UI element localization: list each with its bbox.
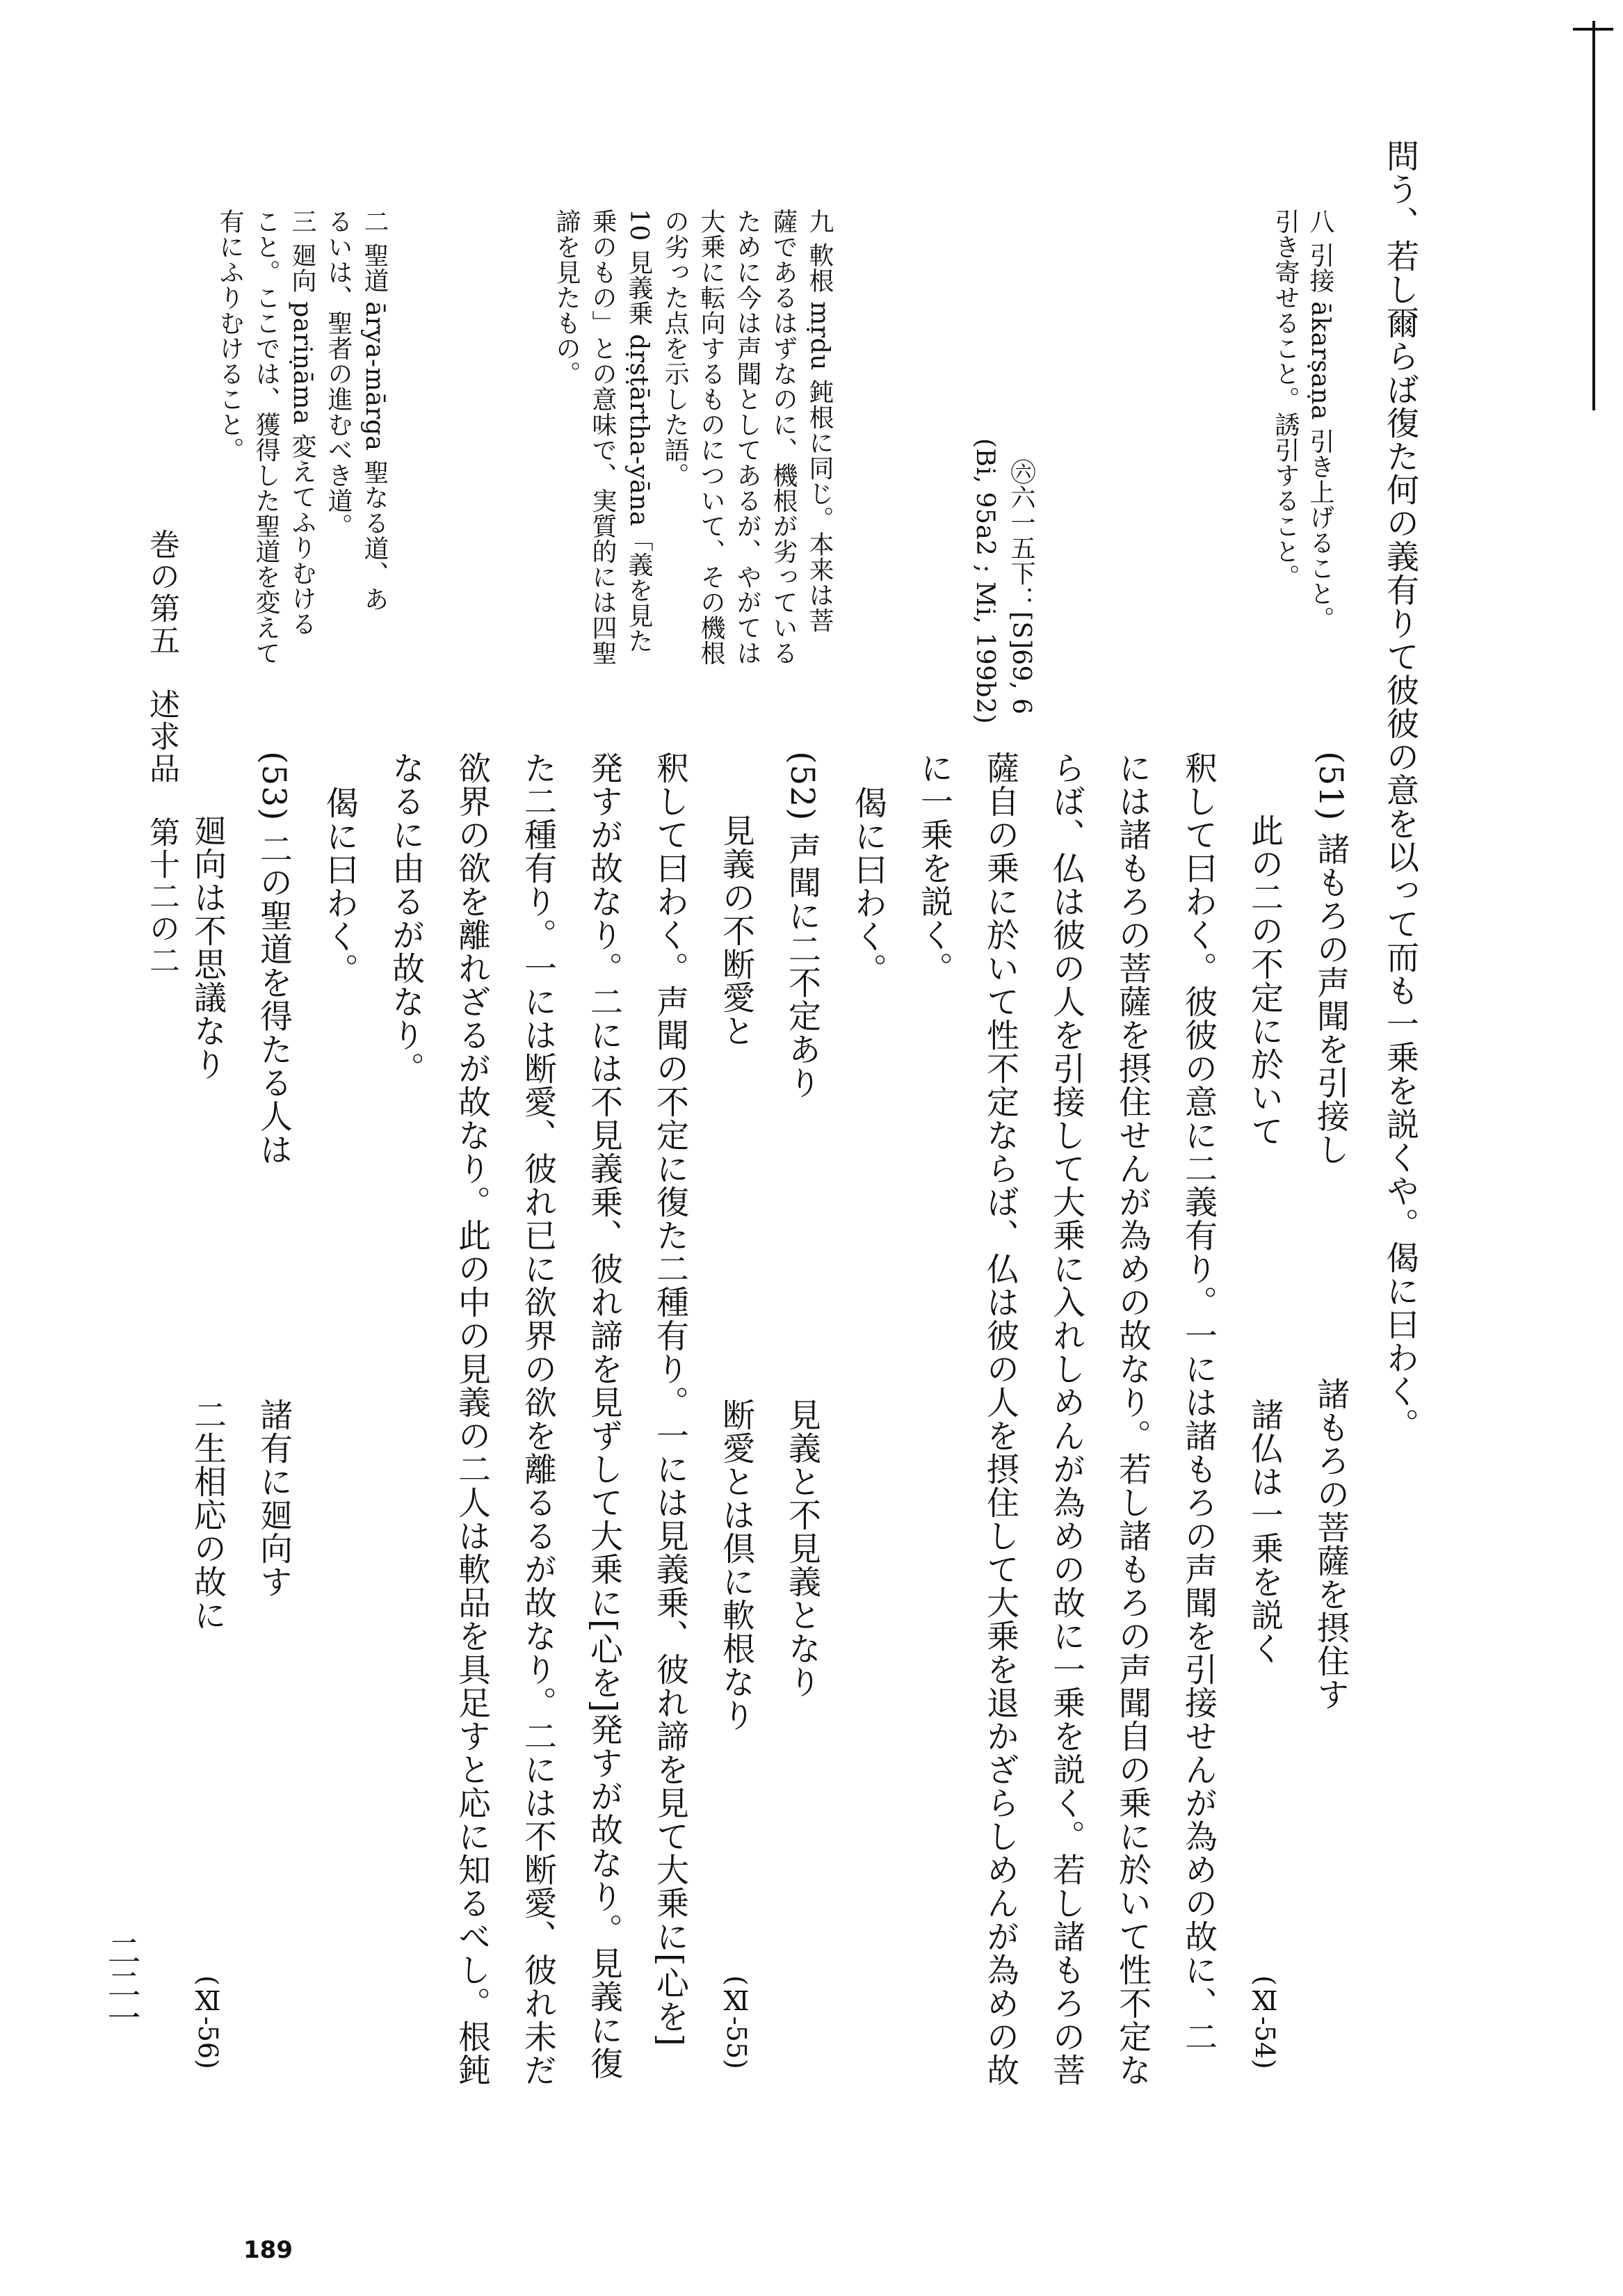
main-text-col-15: 欲界の欲を離れざるが故なり。此の中の見義の二人は軟品を具足すと応に知るべし。根鈍 — [453, 751, 491, 2087]
note-9-line-4: 大乗に転向するものについて、その機根 — [697, 209, 725, 666]
note-9-line-5: の劣った点を示した語。 — [661, 209, 689, 488]
note-10-line-2: 乗のもの」との意味で、実質的には四聖 — [588, 209, 617, 666]
folio-kanji: 二二一 — [102, 1934, 140, 2034]
note-9-line-3: ために今は声聞としてあるが、やがては — [733, 209, 761, 666]
note-8-line-3: ㊅六一五下：[S]69, 6 — [1007, 459, 1035, 715]
running-head: 巻の第五 述求品 第十二の二 — [144, 529, 179, 977]
note-10-line-1: 10 見義乗 dṛṣṭārtha-yāna「義を見た — [624, 209, 653, 654]
verse-53-line-1: (53) 二の聖道を得たる人は — [255, 751, 293, 1166]
note-11-line-2: るいは、聖者の進むべき道。 — [324, 209, 353, 539]
verse-52-line-3: 見義の不断愛と — [717, 814, 755, 1047]
verse-53-line-3: 廻向は不思議なり — [188, 814, 227, 1081]
verse-51-line-2: 諸もろの菩薩を摂住す — [1311, 1377, 1350, 1711]
verse-51-line-3: 此の二の不定に於いて — [1245, 814, 1284, 1148]
main-text-col-4: 釈して曰わく。彼彼の意に二義有り。一には諸もろの声聞を引接せんが為めの故に、二 — [1179, 751, 1218, 2053]
main-text-col-12: 釈して曰わく。声聞の不定に復た二種有り。一には見義乗、彼れ諦を見て大乗に[心を] — [651, 751, 689, 2047]
verse-53-reference: (Ⅺ-56) — [193, 1975, 223, 2069]
note-10-line-3: 諦を見たもの。 — [552, 209, 581, 387]
main-text-col-17: 偈に曰わく。 — [321, 786, 359, 986]
main-text-col-5: には諸もろの菩薩を摂住せんが為めの故なり。若し諸もろの声聞自の乗に於いて性不定な — [1113, 751, 1152, 2087]
main-text-col-6: らば、仏は彼の人を引接して大乗に入れしめんが為めの故に一乗を説く。若し諸もろの菩 — [1047, 751, 1085, 2087]
note-9-line-1: 九 軟根 mṛdu 鈍根に同じ。本来は菩 — [805, 209, 834, 633]
verse-52-reference: (Ⅺ-55) — [721, 1975, 752, 2069]
main-text-col-13: 発すが故なり。二には不見義乗、彼れ諦を見ずして大乗に[心を]発すが故なり。見義に復 — [585, 751, 623, 2080]
edge-crop-mark-tick — [1573, 28, 1613, 31]
main-text-col-8: に一乗を説く。 — [915, 751, 953, 985]
page-number: 189 — [243, 2236, 293, 2264]
verse-51-line-4: 諸仏は一乗を説く — [1245, 1398, 1284, 1665]
verse-53-line-2: 諸有に廻向す — [255, 1398, 293, 1598]
note-8-line-2: 引き寄せること。誘引すること。 — [1271, 209, 1300, 590]
verse-51-line-1: (51) 諸もろの声聞を引接し — [1311, 751, 1350, 1166]
main-text-col-16: なるに由るが故なり。 — [387, 751, 425, 1085]
note-12-line-1: 三 廻向 pariṇāma 変えてふりむける — [288, 209, 316, 636]
verse-52-line-2: 見義と不見義となり — [783, 1398, 821, 1699]
main-text-col-7: 薩自の乗に於いて性不定ならば、仏は彼の人を摂住して大乗を退かざらしめんが為めの故 — [981, 751, 1019, 2087]
note-12-line-3: 有にふりむけること。 — [216, 209, 244, 463]
main-text-col-9: 偈に曰わく。 — [849, 786, 887, 986]
note-11-line-1: 二 聖道 ārya-mārga 聖なる道、あ — [360, 209, 389, 612]
note-12-line-2: こと。ここでは、獲得した聖道を変えて — [252, 209, 280, 666]
edge-crop-mark — [1592, 21, 1595, 410]
verse-51-reference: (Ⅺ-54) — [1250, 1975, 1280, 2069]
verse-52-line-1: (52) 声聞に二不定あり — [783, 751, 821, 1100]
verse-52-line-4: 断愛とは倶に軟根なり — [717, 1398, 755, 1732]
main-text-col-1: 問う、若し爾らば復た何の義有りて彼彼の意を以って而も一乗を説くや。偈に曰わく。 — [1381, 139, 1419, 1441]
note-8-line-4: (Bi, 95a2 ; Mi, 199b2) — [971, 438, 999, 725]
note-9-line-2: 薩であるはずなのに、機根が劣っている — [769, 209, 798, 666]
verse-53-line-4: 二生相応の故に — [188, 1398, 227, 1632]
note-8-line-1: 八 引接 ākarṣaṇa 引き上げること。 — [1306, 209, 1334, 632]
main-text-col-14: た二種有り。一には断愛、彼れ已に欲界の欲を離るるが故なり。二には不断愛、彼れ未だ — [519, 751, 557, 2087]
